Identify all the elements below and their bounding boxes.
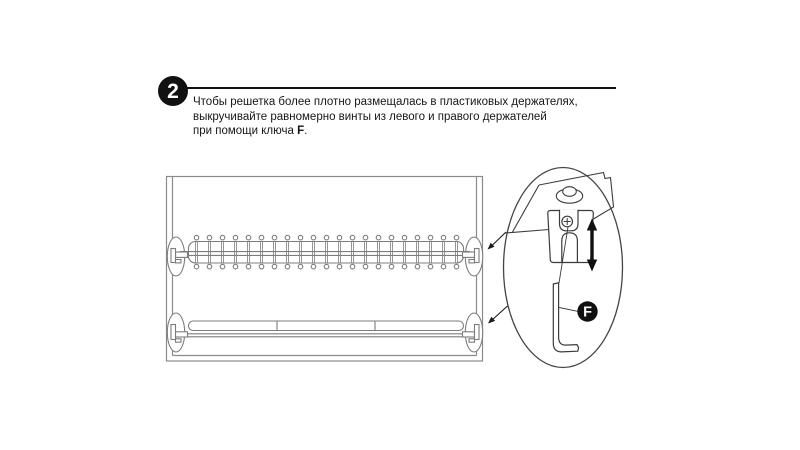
- instruction-line-3-suffix: .: [304, 125, 308, 138]
- rack-frame: [189, 242, 464, 264]
- callout-arrow-bottom: [488, 306, 508, 324]
- detail-view: [504, 168, 623, 368]
- plastic-holder: [548, 210, 594, 263]
- key-f-badge: [577, 301, 597, 321]
- instruction-line-3-prefix: при помощи ключа: [193, 125, 298, 138]
- instruction-line-2: выкручивайте равномерно винты из левого и правого держателей: [193, 110, 547, 123]
- towel-rail: [167, 313, 482, 352]
- instruction-line-1: Чтобы решетка более плотно размещалась в пластиковых держателях,: [193, 96, 578, 108]
- callout-arrow-top: [488, 232, 507, 250]
- key-letter: F: [297, 125, 305, 138]
- wire-rack: [167, 235, 482, 276]
- key-f-label: F: [583, 304, 592, 321]
- rail-bar: [189, 321, 464, 331]
- step-number: 2: [167, 79, 179, 103]
